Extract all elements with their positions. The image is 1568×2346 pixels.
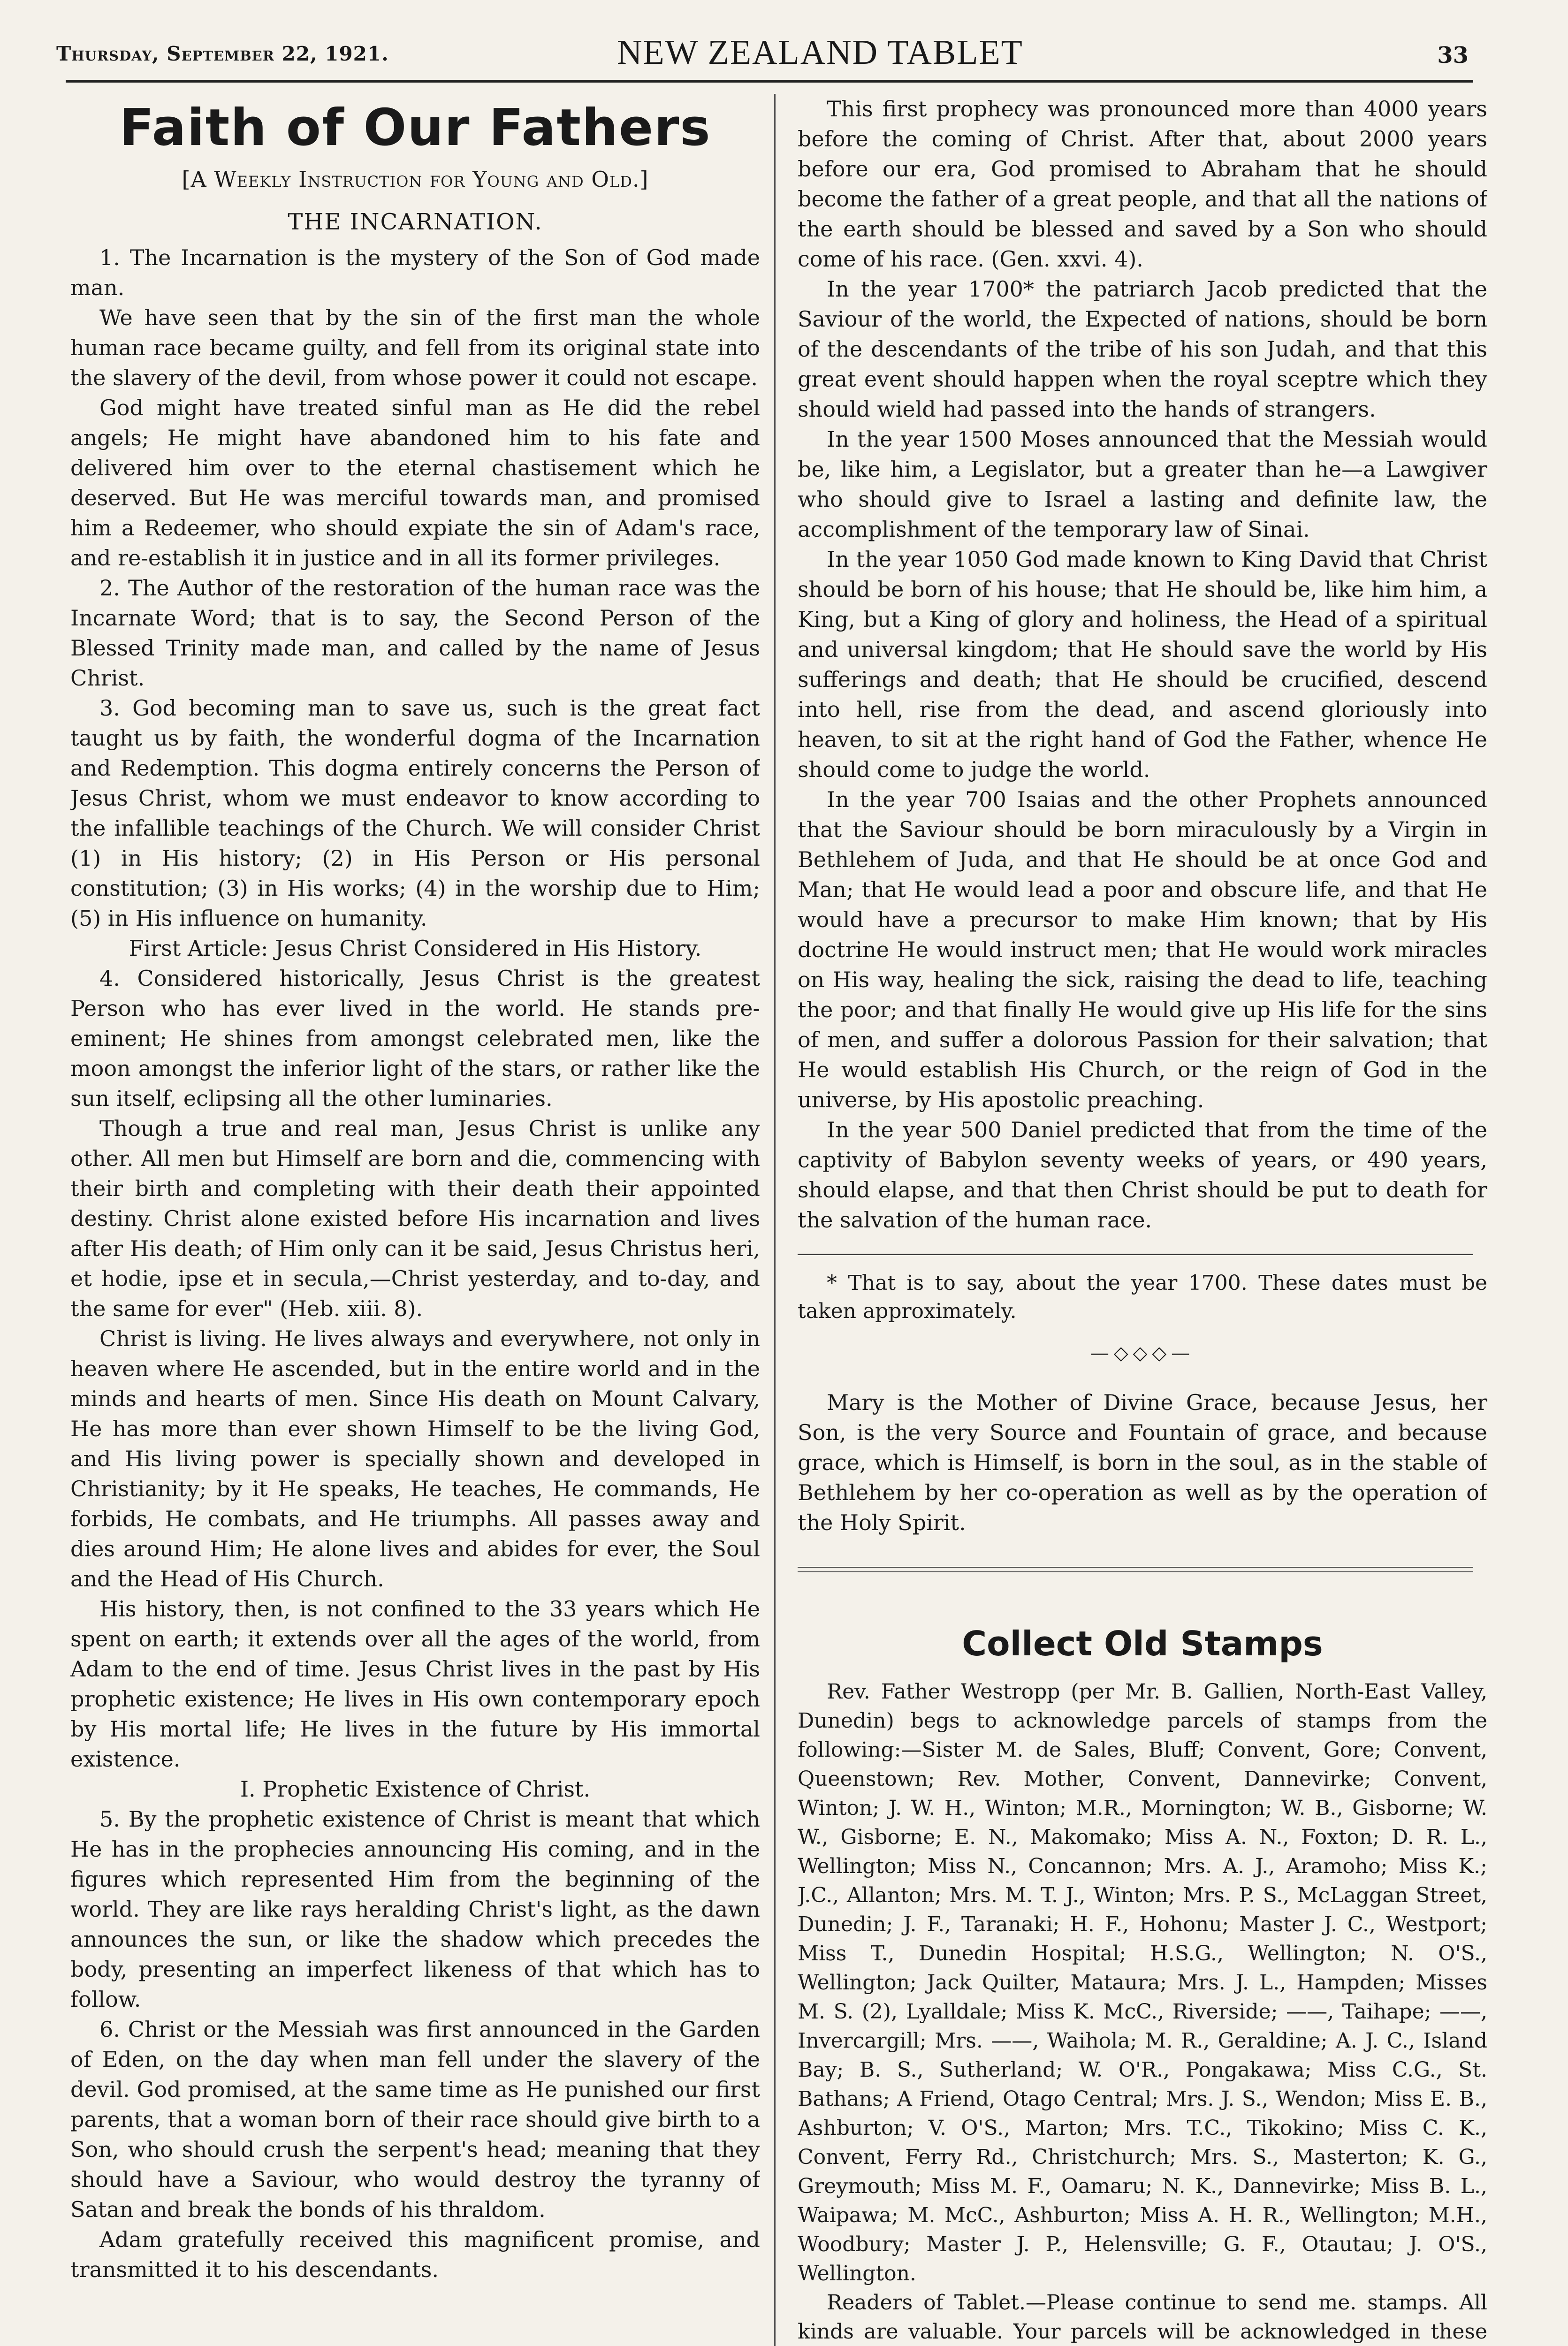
paragraph: 2. The Author of the restoration of the human race was the Incarnate Word; that is to say, the Second Person of the Blessed Trinity made man, and called by the name of Jesus Christ. [70, 575, 760, 691]
subheading: First Article: Jesus Christ Considered in His History. [129, 936, 702, 961]
section-rule [798, 1566, 1473, 1572]
paragraph: In the year 1500 Moses announced that the Messiah would be, like him, a Legislator, but a greater than he—a Lawgiver who should give to Israel a lasting and definite law, the accomplishment of the temporary law of Sinai. [798, 427, 1487, 542]
mary-paragraph: Mary is the Mother of Divine Grace, because Jesus, her Son, is the very Source and Fountain of grace, and because grace, which is Himself, is born in the soul, as in the stable of Bethlehem by her co-operation as well as by the operation of the Holy Spirit. [798, 1390, 1487, 1535]
paragraph: 3. God becoming man to save us, such is the great fact taught us by faith, the wonderful dogma of the Incarnation and Redemption. This dogma entirely concerns the Person of Jesus Christ, whom we must endeavor to know according to the infallible teachings of the Church. We will consider Christ (1) in His history; (2) in His Person or His personal constitution; (3) in His works; (4) in the worship due to Him; (5) in His influence on humanity. [70, 695, 760, 931]
paragraph: God might have treated sinful man as He did the rebel angels; He might have abandoned him to his fate and delivered him over to the eternal chastisement which he deserved. But He was merciful towards man, and promised him a Redeemer, who should expiate the sin of Adam's race, and re-establish it in justice and in all its former privileges. [70, 395, 760, 571]
paragraph: Christ is living. He lives always and everywhere, not only in heaven where He ascended, but in the entire world and in the minds and hearts of men. Since His death on Mount Calvary, He has more than ever shown Himself to be the living God, and His living power is specially shown and developed in Christianity; by it He speaks, He teaches, He commands, He forbids, He combats, and He triumphs. All passes away and dies around Him; He alone lives and abides for ever, the Soul and the Head of His Church. [70, 1326, 760, 1592]
subheading: I. Prophetic Existence of Christ. [240, 1776, 591, 1802]
right-column [798, 94, 1487, 2346]
ornament-divider: —◇◇◇— [1090, 1342, 1195, 1364]
section-heading: THE INCARNATION. [288, 209, 543, 235]
paragraph: 5. By the prophetic existence of Christ is meant that which He has in the prophecies announcing His coming, and in the figures which represented Him from the beginning of the world. They are like rays heralding Christ's light, as the dawn announces the sun, or like the shadow which precedes the body, presenting an imperfect likeness of that which has to follow. [70, 1806, 760, 2012]
footnote-rule [798, 1254, 1473, 1255]
issue-date: Thursday, September 22, 1921. [56, 42, 389, 65]
paragraph: In the year 700 Isaias and the other Prophets announced that the Saviour should be born miraculously by a Virgin in Bethlehem of Juda, and that He should be at once God and Man; that He would lead a poor and obscure life, and that He would have a precursor to make Him known; that by His doctrine He would instruct men; that He would work miracles on His way, healing the sick, raising the dead to life, teaching the poor; and that finally He would give up His life for the sins of men, and suffer a dolorous Passion for their salvation; that He would establish His Church, or the reign of God in the universe, by His apostolic preaching. [798, 787, 1487, 1112]
page-number: 33 [1437, 42, 1469, 69]
article-subtitle: [A Weekly Instruction for Young and Old.] [182, 167, 649, 192]
paragraph: In the year 500 Daniel predicted that from the time of the captivity of Babylon seventy weeks of years, or 490 years, should elapse, and that then Christ should be put to death for the salvation of the human race. [798, 1117, 1487, 1233]
footnote: * That is to say, about the year 1700. These dates must be taken approximately. [798, 1271, 1487, 1323]
paragraph: 1. The Incarnation is the mystery of the Son of God made man. [70, 245, 760, 300]
stamps-title: Collect Old Stamps [962, 1624, 1323, 1663]
paragraph: Though a true and real man, Jesus Christ is unlike any other. All men but Himself are born and die, commencing with their birth and completing with their death their appointed destiny. Christ alone existed before His incarnation and lives after His death; of Him only can it be said, Jesus Christus heri, et hodie, ipse et in secula,—Christ yesterday, and to-day, and the same for ever" (Heb. xiii. 8). [70, 1116, 760, 1321]
left-column [70, 94, 760, 2346]
page-header [56, 33, 1469, 84]
paragraph: In the year 1700* the patriarch Jacob predicted that the Saviour of the world, the Expected of nations, should be born of the descendants of the tribe of his son Judah, and that this great event should happen when the royal sceptre which they should wield had passed into the hands of strangers. [798, 276, 1487, 422]
paragraph: His history, then, is not confined to the 33 years which He spent on earth; it extends over all the ages of the world, from Adam to the end of time. Jesus Christ lives in the past by His prophetic existence; He lives in His own contemporary epoch by His mortal life; He lives in the future by His immortal existence. [70, 1596, 760, 1772]
paragraph: We have seen that by the sin of the first man the whole human race became guilty, and fell from its original state into the slavery of the devil, from whose power it could not escape. [70, 305, 760, 390]
paragraph: 4. Considered historically, Jesus Christ is the greatest Person who has ever lived in the world. He stands pre-eminent; He shines from amongst celebrated men, like the moon amongst the inferior light of the stars, or rather like the sun itself, eclipsing all the other luminaries. [70, 966, 760, 1111]
header-rule [66, 80, 1473, 83]
article-title: Faith of Our Fathers [119, 99, 711, 157]
paragraph: This first prophecy was pronounced more than 4000 years before the coming of Christ. After that, about 2000 years before our era, God promised to Abraham that he should become the father of a great people, and that all the nations of the earth should be blessed and saved by a Son who should come of his race. (Gen. xxvi. 4). [798, 96, 1487, 272]
paragraph: In the year 1050 God made known to King David that Christ should be born of his house; that He should be, like him him, a King, but a King of glory and holiness, the Head of a spiritual and universal kingdom; that He should save the world by His sufferings and death; that He should be crucified, descend into hell, rise from the dead, and ascend gloriously into heaven, to sit at the right hand of God the Father, whence He should come to judge the world. [798, 547, 1487, 782]
column-divider [774, 94, 776, 2346]
masthead: NEW ZEALAND TABLET [617, 33, 1023, 72]
paragraph: Adam gratefully received this magnificent promise, and transmitted it to his descendants. [70, 2227, 760, 2282]
stamps-closing: Readers of Tablet.—Please continue to send me. stamps. All kinds are valuable. Your parcels will be acknowledged in these [798, 2291, 1487, 2344]
stamps-body: Rev. Father Westropp (per Mr. B. Gallien, North-East Valley, Dunedin) begs to acknowledge parcels of stamps from the following:—Sister M. de Sales, Bluff; Convent, Gore; Convent, Queenstown; Rev. Mother, Convent, Dannevirke; Convent, Winton; J. W. H., Winton; M.R., Mornington; W. B., Gisborne; W. W., Gisborne; E. N., Makomako; Miss A. N., Foxton; D. R. L., Wellington; Miss N., Concannon; Mrs. A. J., Aramoho; Miss K.; J.C., Allanton; Mrs. M. T. J., Winton; Mrs. P. S., McLaggan Street, Dunedin; J. F., Taranaki; H. F., Hohonu; Master J. C., Westport; Miss T., Dunedin Hospital; H.S.G., Wellington; N. O'S., Wellington; Jack Quilter, Mataura; Mrs. J. L., Hampden; Misses M. S. (2), Lyalldale; Miss K. McC., Riverside; ——, Taihape; ——, Invercargill; Mrs. ——, Waihola; M. R., Geraldine; A. J. C., Island Bay; B. S., Sutherland; W. O'R., Pongakawa; Miss C.G., St. Bathans; A Friend, Otago Central; Mrs. J. S., Wendon; Miss E. B., Ashburton; V. O'S., Marton; Mrs. T.C., Tikokino; Miss C. K., Convent, Ferry Rd., Christchurch; Mrs. S., Masterton; K. G., Greymouth; Miss M. F., Oamaru; N. K., Dannevirke; Miss B. L., Waipawa; M. McC., Ashburton; Miss A. H. R., Wellington; M.H., Woodbury; Master J. P., Helensville; G. F., Otautau; J. O'S., Wellington. [798, 1680, 1487, 2285]
paragraph: 6. Christ or the Messiah was first announced in the Garden of Eden, on the day when man fell under the slavery of the devil. God promised, at the same time as He punished our first parents, that a woman born of their race should give birth to a Son, who should crush the serpent's head; meaning that they should have a Saviour, who would destroy the tyranny of Satan and break the bonds of his thraldom. [70, 2017, 760, 2222]
